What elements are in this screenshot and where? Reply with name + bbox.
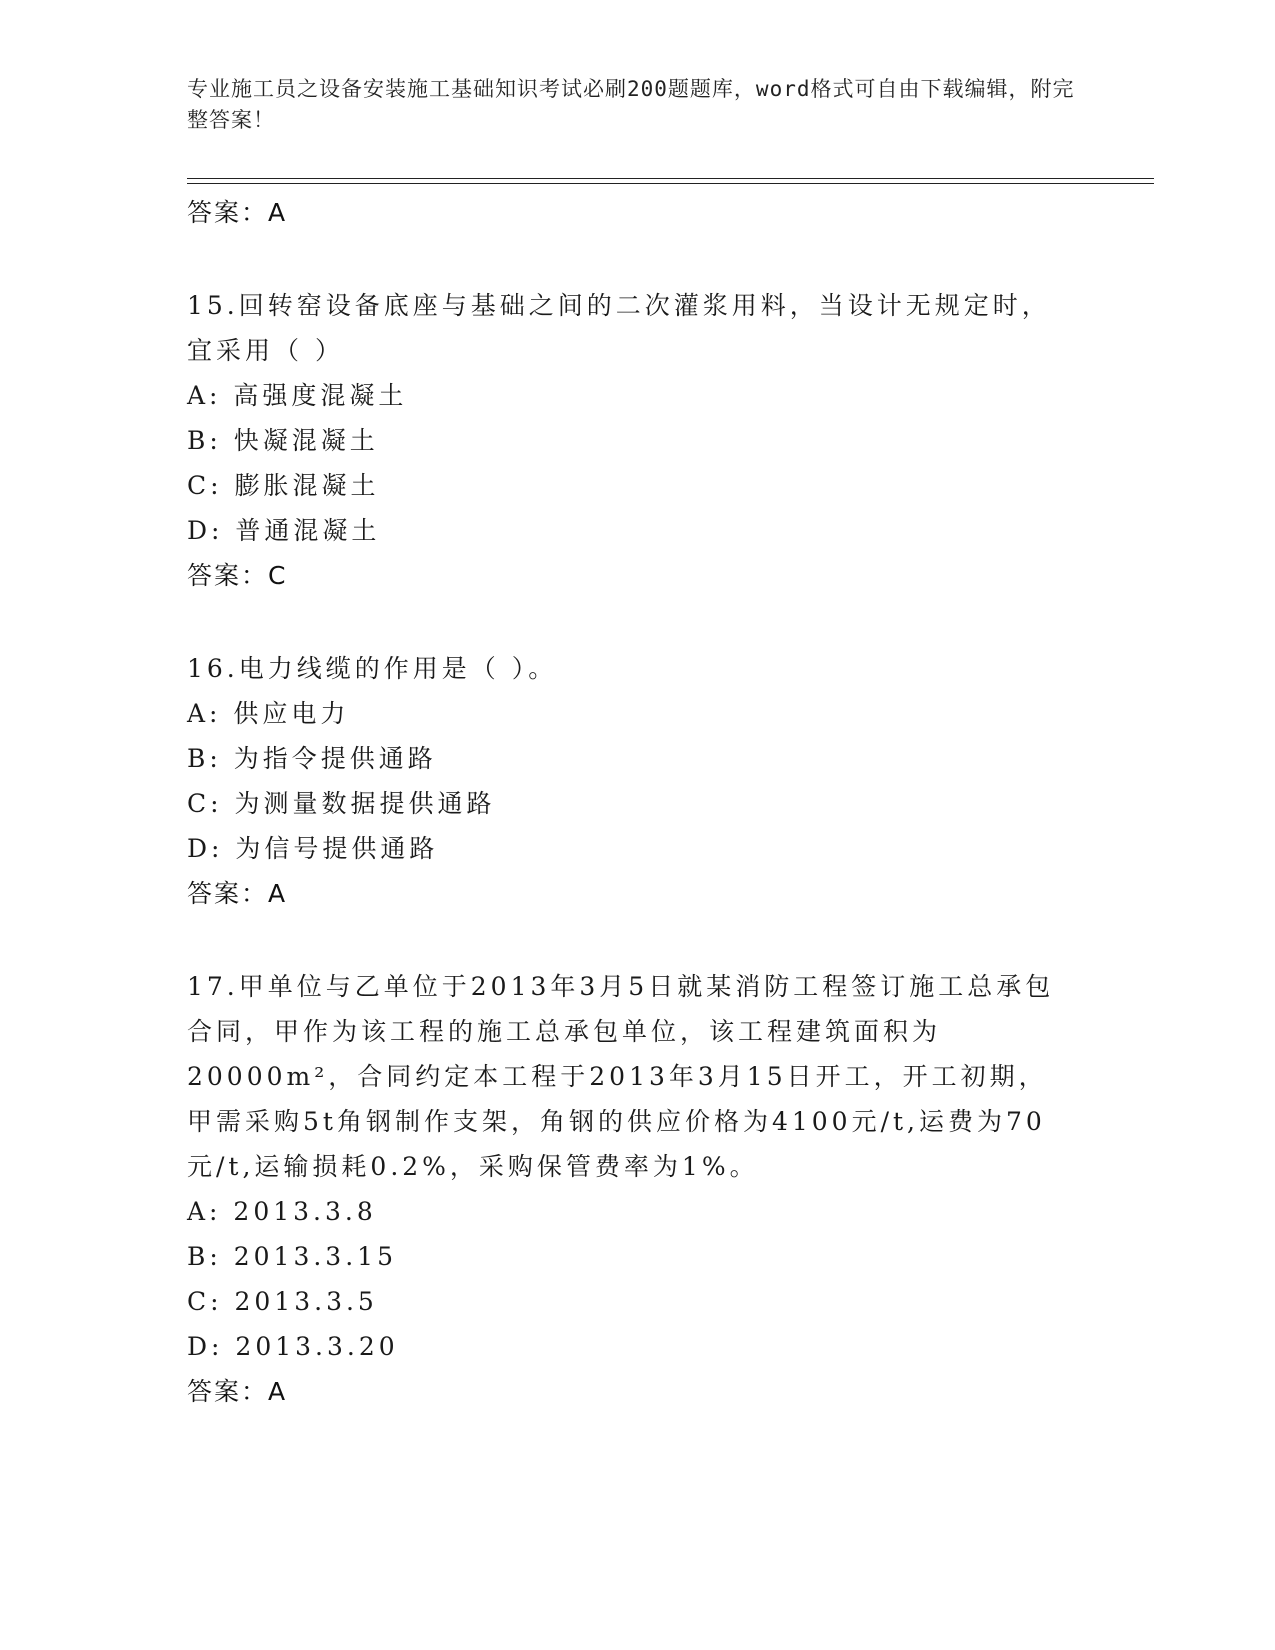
- document-header: 专业施工员之设备安装施工基础知识考试必刷200题题库，word格式可自由下载编辑，附完整答案！: [187, 77, 1075, 132]
- option-d: D: 2013.3.20: [187, 1332, 399, 1361]
- question-text: 15.回转窑设备底座与基础之间的二次灌浆用料，当设计无规定时，宜采用（ ）: [187, 291, 1051, 365]
- answer: 答案：A: [187, 879, 288, 908]
- option-d: D: 普通混凝土: [187, 516, 381, 545]
- option-c: C: 为测量数据提供通路: [187, 789, 496, 818]
- option-b: B: 为指令提供通路: [187, 744, 437, 773]
- option-c: C: 2013.3.5: [187, 1287, 378, 1316]
- option-d: D: 为信号提供通路: [187, 834, 439, 863]
- answer: 答案：A: [187, 1377, 288, 1406]
- answer: 答案：C: [187, 561, 288, 590]
- question-15: [187, 283, 1067, 598]
- answer-previous: 答案：A: [187, 198, 288, 227]
- question-17: [187, 964, 1067, 1414]
- document-body: [187, 190, 1067, 1414]
- header-divider-top: [187, 178, 1154, 179]
- header-divider-bottom: [187, 183, 1154, 184]
- option-a: A: 2013.3.8: [187, 1197, 377, 1226]
- option-b: B: 2013.3.15: [187, 1242, 397, 1271]
- option-a: A: 高强度混凝土: [187, 381, 408, 410]
- question-text: 16.电力线缆的作用是（ ）。: [187, 654, 558, 683]
- question-text: 17.甲单位与乙单位于2013年3月5日就某消防工程签订施工总承包合同，甲作为该工程的施工总承包单位，该工程建筑面积为20000m²，合同约定本工程于2013年3月15日开工，开工初期，甲需采购5t角钢制作支架，角钢的供应价格为4100元/t,运费为70元/t,运输损耗0.2%，采购保管费率为1%。: [187, 972, 1055, 1181]
- option-a: A: 供应电力: [187, 699, 350, 728]
- option-b: B: 快凝混凝土: [187, 426, 379, 455]
- option-c: C: 膨胀混凝土: [187, 471, 380, 500]
- question-16: [187, 646, 1067, 916]
